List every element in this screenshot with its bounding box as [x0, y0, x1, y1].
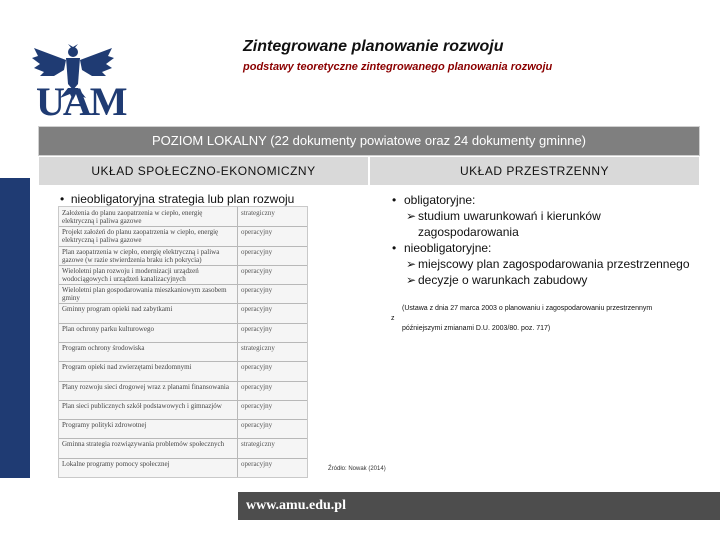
scan-row-kind: operacyjny	[241, 266, 273, 275]
sidebar-accent-bar	[0, 178, 30, 478]
scan-row-kind: strategiczny	[241, 209, 275, 217]
arrow-icon: ➢	[406, 273, 417, 287]
scan-row-text: Lokalne programy pomocy społecznej	[62, 459, 170, 468]
scan-row-kind: operacyjny	[241, 305, 273, 314]
scan-row	[59, 207, 307, 227]
scan-row-text: Założenia do planu zaopatrzenia w ciepło, energię elektryczną i paliwa gazowe	[62, 209, 203, 225]
arrow-icon: ➢	[406, 209, 417, 223]
scan-row	[59, 381, 307, 401]
sub-item-studium-text: studium uwarunkowań i kierunków zagospodarowania	[418, 209, 601, 239]
left-bullet: • nieobligatoryjna strategia lub plan rozwoju	[60, 192, 295, 206]
scan-row-kind: operacyjny	[241, 286, 273, 295]
sub-item-mpzp-text: miejscowy plan zagospodarowania przestrzennego	[418, 257, 690, 271]
slide-title: Zintegrowane planowanie rozwoju	[243, 38, 504, 55]
sub-item-studium	[392, 208, 692, 240]
column-header-socioeconomic: UKŁAD SPOŁECZNO-EKONOMICZNY	[38, 156, 369, 186]
scan-row-kind: operacyjny	[241, 247, 273, 256]
scan-row	[59, 265, 307, 285]
scan-row	[59, 246, 307, 266]
spatial-list	[392, 192, 692, 288]
scan-row-text: Programy polityki zdrowotnej	[62, 421, 147, 430]
scan-row-kind: operacyjny	[241, 382, 273, 391]
scan-row-text: Gminna strategia rozwiązywania problemów społecznych	[62, 440, 225, 449]
scan-row-kind: operacyjny	[241, 459, 273, 468]
sub-item-mpzp	[392, 256, 692, 272]
scan-row-kind: operacyjny	[241, 324, 273, 333]
legal-note-line2: późniejszymi zmianami D.U. 2003/80. poz. 717)	[402, 325, 551, 332]
slide-subtitle: podstawy teoretyczne zintegrowanego planowania rozwoju	[243, 61, 553, 73]
scan-row	[59, 458, 307, 478]
scan-row-text: Program opieki nad zwierzętami bezdomnymi	[62, 363, 192, 372]
scan-row	[59, 226, 307, 246]
scan-row-kind: operacyjny	[241, 421, 273, 430]
scan-row	[59, 284, 307, 304]
arrow-icon: ➢	[406, 257, 417, 271]
scan-row	[59, 419, 307, 439]
scan-row	[59, 323, 307, 343]
scan-row	[59, 342, 307, 362]
column-header-spatial: UKŁAD PRZESTRZENNY	[369, 156, 700, 186]
table-banner: POZIOM LOKALNY (22 dokumenty powiatowe oraz 24 dokumenty gminne)	[38, 126, 700, 156]
scan-row-text: Plany rozwoju sieci drogowej wraz z planami finansowania	[62, 382, 229, 391]
scan-row-kind: strategiczny	[241, 344, 275, 352]
scan-row-text: Plan zaopatrzenia w ciepło, energię elektryczną i paliwa gazowe (w razie stwierdzenia braku ich pokrycia)	[62, 247, 220, 264]
legal-note-z: z	[391, 315, 395, 322]
scan-row-kind: operacyjny	[241, 401, 273, 410]
scan-row-text: Plan ochrony parku kulturowego	[62, 324, 154, 333]
scan-row-kind: operacyjny	[241, 228, 273, 237]
scan-row	[59, 438, 307, 458]
bullet-obligatory: • obligatoryjne:	[392, 192, 692, 208]
source-caption: Źródło: Nowak (2014)	[328, 466, 386, 472]
legal-note-line1: (Ustawa z dnia 27 marca 2003 o planowaniu i zagospodarowaniu przestrzennym	[402, 305, 653, 312]
scanned-document-table	[58, 206, 308, 478]
logo-text: UAM	[36, 79, 126, 124]
sub-item-decisions-text: decyzje o warunkach zabudowy	[418, 273, 588, 287]
bullet-non-obligatory: • nieobligatoryjne:	[392, 240, 692, 256]
scan-row	[59, 400, 307, 420]
scan-row-text: Gminny program opieki nad zabytkami	[62, 305, 173, 314]
scan-row-kind: operacyjny	[241, 363, 273, 372]
left-bullet-text: nieobligatoryjna strategia lub plan rozwoju	[70, 192, 295, 206]
scan-row	[59, 361, 307, 381]
scan-row	[59, 303, 307, 323]
scan-row-text: Plan sieci publicznych szkół podstawowych i gimnazjów	[62, 401, 222, 410]
scan-row-text: Wieloletni plan gospodarowania mieszkaniowym zasobem gminy	[62, 286, 227, 303]
scan-row-text: Projekt założeń do planu zaopatrzenia w ciepło, energię elektryczną i paliwa gazowe	[62, 228, 219, 245]
scan-row-text: Wieloletni plan rozwoju i modernizacji urządzeń wodociągowych i urządzeń kanalizacyjnych	[62, 266, 199, 283]
scan-row-kind: strategiczny	[241, 440, 275, 449]
sub-item-decisions	[392, 272, 692, 288]
footer-url-link[interactable]: www.amu.edu.pl	[246, 498, 346, 513]
scan-row-text: Program ochrony środowiska	[62, 344, 145, 352]
